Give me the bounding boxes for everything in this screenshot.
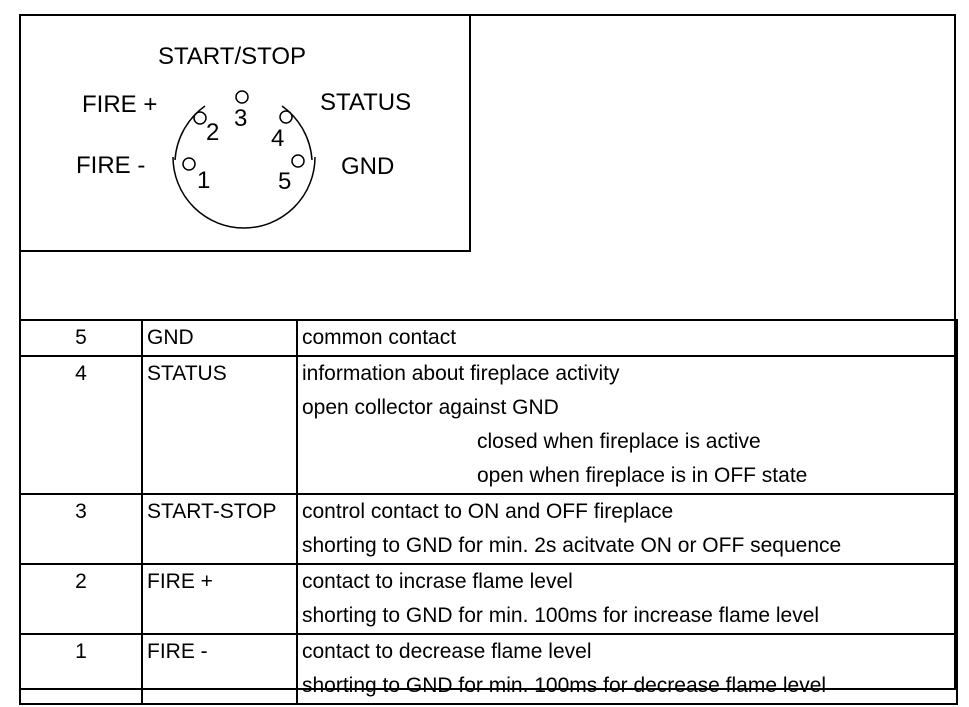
pin-number-cell: 1 [20, 634, 142, 704]
description-line: shorting to GND for min. 100ms for increase flame level [302, 604, 820, 627]
pin-number-1: 1 [197, 167, 211, 194]
table-row [20, 634, 957, 704]
label-fire-minus: FIRE - [76, 152, 146, 179]
label-gnd: GND [341, 153, 395, 180]
pin-number-3: 3 [234, 105, 248, 132]
pin-description-cell [297, 320, 957, 356]
label-status: STATUS [320, 89, 412, 116]
pin-hole-4 [280, 111, 292, 123]
pin-number-cell: 2 [20, 564, 142, 634]
table-row [20, 494, 957, 564]
description-line: shorting to GND for min. 2s acitvate ON or OFF sequence [302, 534, 842, 557]
pin-name-cell: FIRE + [142, 564, 297, 634]
pin-number-cell: 5 [20, 320, 142, 356]
pin-hole-1 [183, 158, 195, 170]
table-row [20, 320, 957, 356]
pin-hole-5 [292, 155, 304, 167]
label-fire-plus: FIRE + [82, 91, 158, 118]
pin-description-cell [297, 356, 957, 494]
connector-outline [282, 106, 312, 160]
label-start-stop: START/STOP [158, 43, 307, 70]
description-line: information about fireplace activity [302, 362, 620, 385]
pin-table [19, 319, 958, 705]
description-line: control contact to ON and OFF fireplace [302, 500, 674, 523]
table-row [20, 564, 957, 634]
description-line: contact to incrase flame level [302, 570, 573, 593]
pin-number-4: 4 [271, 125, 285, 152]
table-row [20, 356, 957, 494]
pin-number-2: 2 [206, 119, 220, 146]
pin-name-cell: STATUS [142, 356, 297, 494]
description-line: common contact [302, 326, 457, 349]
pin-hole-3 [236, 91, 248, 103]
pin-number-5: 5 [278, 168, 292, 195]
description-line: shorting to GND for min. 100ms for decrease flame level [302, 674, 827, 697]
description-line: open collector against GND [302, 396, 559, 419]
pin-description-cell [297, 634, 957, 704]
pin-name-cell: GND [142, 320, 297, 356]
pin-number-cell: 3 [20, 494, 142, 564]
connector-outline [175, 106, 205, 160]
pin-description-cell [297, 494, 957, 564]
description-line: contact to decrease flame level [302, 640, 592, 663]
pin-hole-2 [194, 112, 206, 124]
description-line: open when fireplace is in OFF state [477, 464, 808, 487]
pin-name-cell: FIRE - [142, 634, 297, 704]
pin-description-cell [297, 564, 957, 634]
pin-number-cell: 4 [20, 356, 142, 494]
description-line: closed when fireplace is active [477, 430, 761, 453]
pin-name-cell: START-STOP [142, 494, 297, 564]
